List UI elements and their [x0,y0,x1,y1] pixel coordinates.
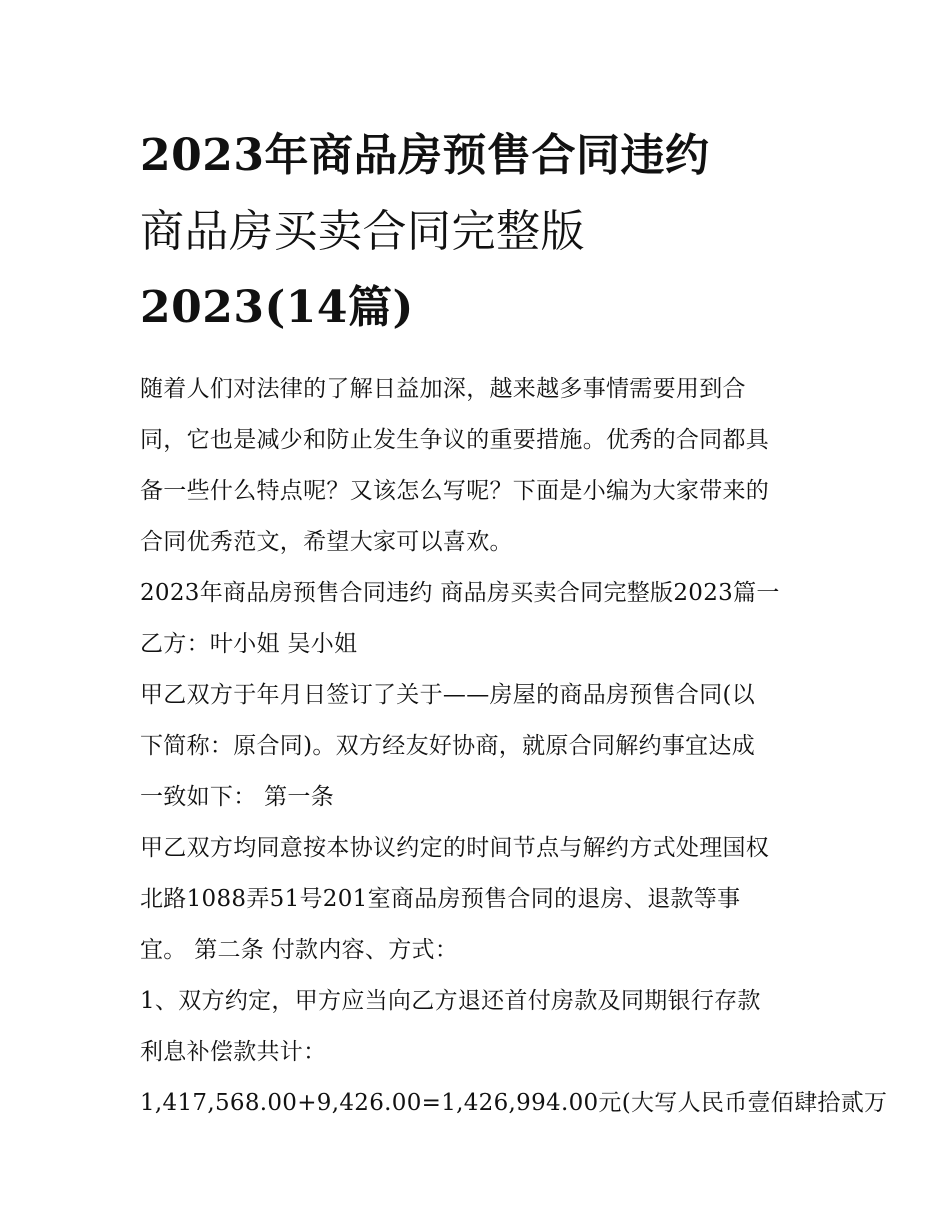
body-line-article2: 宜。 第二条 付款内容、方式： [140,937,459,963]
body-line-article1-2: 北路1088弄51号201室商品房预售合同的退房、退款等事 [140,886,741,912]
body-line-agreement-3: 一致如下： 第一条 [140,784,335,810]
body-line-intro-1: 随着人们对法律的了解日益加深，越来越多事情需要用到合 [140,376,746,402]
body-line-intro-4: 合同优秀范文，希望大家可以喜欢。 [140,529,513,555]
body-line-agreement-2: 下简称：原合同)。双方经友好协商，就原合同解约事宜达成 [140,733,756,759]
title-line-2: 商品房买卖合同完整版 [140,206,585,257]
body-line-intro-2: 同，它也是减少和防止发生争议的重要措施。优秀的合同都具 [140,427,770,453]
document-body [140,364,888,1129]
body-line-intro-3: 备一些什么特点呢？又该怎么写呢？下面是小编为大家带来的 [140,478,770,504]
title-line-3: 2023(14篇) [140,282,414,333]
body-line-agreement-1: 甲乙双方于年月日签订了关于——房屋的商品房预售合同(以 [140,682,756,708]
body-line-amount: 1,417,568.00+9,426.00=1,426,994.00元(大写人民币壹佰肆拾贰万 [140,1090,888,1116]
body-line-article1-1: 甲乙双方均同意按本协议约定的时间节点与解约方式处理国权 [140,835,770,861]
body-line-payment-1: 1、双方约定，甲方应当向乙方退还首付房款及同期银行存款 [140,988,761,1014]
title-line-1: 2023年商品房预售合同违约 [140,130,710,181]
body-line-payment-2: 利息补偿款共计： [140,1039,327,1065]
section-heading: 2023年商品房预售合同违约 商品房买卖合同完整版2023篇一 [140,580,780,606]
document-title [140,118,820,346]
party-b-line: 乙方：叶小姐 吴小姐 [140,631,358,657]
document-page [140,118,888,1129]
